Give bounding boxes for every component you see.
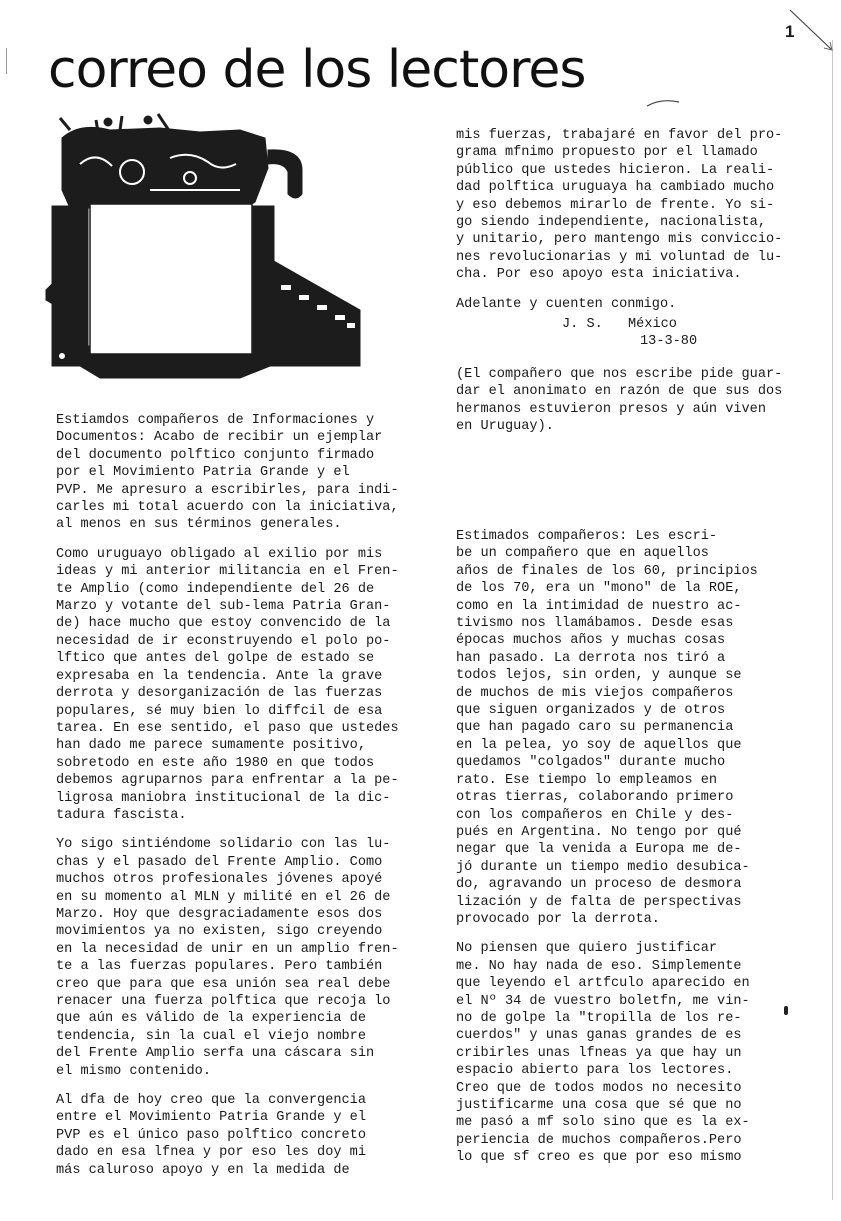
letter-paragraph: No piensen que quiero justificar me. No hay nada de eso. Simplemente que leyendo el artfculo aparecido en el Nº 34 de vuestro boletfn, me vin- no de golpe la "tropilla de los re- cuerdos" y unas ganas grandes de es cribirles unas lfneas ya que hay un espacio abierto para los lectores. Creo que de todos modos no necesito justificarme una cosa que sé que no me pasó a mf solo sino que es la ex- periencia de muchos compañeros.Pero lo que sf creo es que por eso mismo <box>456 941 750 1166</box>
typewriter-icon <box>40 110 370 385</box>
letter-one-column <box>56 412 416 1191</box>
letter-paragraph: mis fuerzas, trabajaré en favor del pro- grama mfnimo propuesto por el llamado público que ustedes hicieron. La reali- dad polftica uruguaya ha cambiado mucho y eso debemos mirarlo de frente. Yo si- go siendo independiente, nacionalista, y unitario, pero mantengo mis conviccio- nes revolucionarias y mi voluntad de lu- cha. Por eso apoyo esta iniciativa. <box>456 128 783 283</box>
page-corner-fold-icon <box>788 8 834 54</box>
editor-note: (El compañero que nos escribe pide guar- dar el anonimato en razón de que sus dos hermanos estuvieron presos y aún viven en Uruguay). <box>456 367 783 435</box>
letter-paragraph: Estiamdos compañeros de Informaciones y Documentos: Acabo de recibir un ejemplar del documento polftico conjunto firmado por el Movimiento Patria Grande y el PVP. Me apresuro a escribirles, para indi- carles mi total acuerdo con la iniciativa, al menos en sus términos generales. <box>56 413 399 533</box>
letter-paragraph: Yo sigo sintiéndome solidario con las lu- chas y el pasado del Frente Amplio. Como muchos otros profesionales jóvenes apoyé en su momento al MLN y milité en el 26 de Marzo. Hoy que desgraciadamente esos dos movimientos ya no existen, sigo creyendo en la necesidad de unir en un amplio fren- te a las fuerzas populares. Pero también creo que para que esa unión sea real debe renacer una fuerza polftica que recoja lo que aún es válido de la experiencia de tendencia, sin la cual el viejo nombre del Frente Amplio serfa una cáscara sin el mismo contenido. <box>56 837 399 1079</box>
letter-closing: Adelante y cuenten conmigo. <box>456 296 677 312</box>
page-edge-line <box>832 40 833 1200</box>
signature-date: 13-3-80 <box>640 334 698 349</box>
letter-paragraph: Al dfa de hoy creo que la convergencia entre el Movimiento Patria Grande y el PVP es el único paso polftico concreto dado en esa lfnea y por eso les doy mi más caluroso apoyo y en la medida de <box>56 1093 366 1178</box>
letter-paragraph: Como uruguayo obligado al exilio por mis ideas y mi anterior militancia en el Fren- te Amplio (como independiente del 26 de Marzo y votante del sub-lema Patria Gran- de) hace mucho que estoy convencido de la necesidad de ir econstruyendo el polo po- lftico que antes del golpe de estado se expresaba en la tendencia. Ante la grave derrota y desorganización de las fuerzas populares, sé muy bien lo diffcil de esa tarea. En ese sentido, el paso que ustedes han dado me parece sumamente positivo, sobretodo en este año 1980 en que todos debemos agruparnos para enfrentar a la pe- ligrosa maniobra institucional de la dic- tadura fascista. <box>56 546 399 823</box>
letter-one-continuation <box>456 127 796 325</box>
page-number: 1 <box>785 22 795 41</box>
signature-initials: J. S. <box>562 317 603 332</box>
letter-paragraph: Estimados compañeros: Les escri- be un compañero que en aquellos años de finales de los 60, principios de los 70, era un "mono" de la ROE, como en la intimidad de nuestro ac- tivismo nos llamábamos. Desde esas épocas muchos años y muchas cosas han pasado. La derrota nos tiró a todos lejos, sin orden, y aunque se de muchos de mis viejos compañeros que siguen organizados y de otros que han pagado caro su permanencia en la pelea, yo soy de aquellos que quedamos "colgados" durante mucho rato. Ese tiempo lo empleamos en otras tierras, colaborando primero con los compañeros en Chile y des- pués en Argentina. No tengo por qué negar que la venida a Europa me de- jó durante un tiempo medio desubica- do, agravando un proceso de desmora lización y de falta de perspectivas provocado por la derrota. <box>456 529 758 927</box>
scan-edge-mark <box>6 48 7 74</box>
signature-place: México <box>628 317 677 332</box>
masthead-title: correo de los lectores <box>48 40 586 100</box>
ink-spot <box>784 1006 788 1015</box>
swoosh-mark-icon <box>645 96 681 110</box>
letter-two-column <box>456 528 796 1179</box>
